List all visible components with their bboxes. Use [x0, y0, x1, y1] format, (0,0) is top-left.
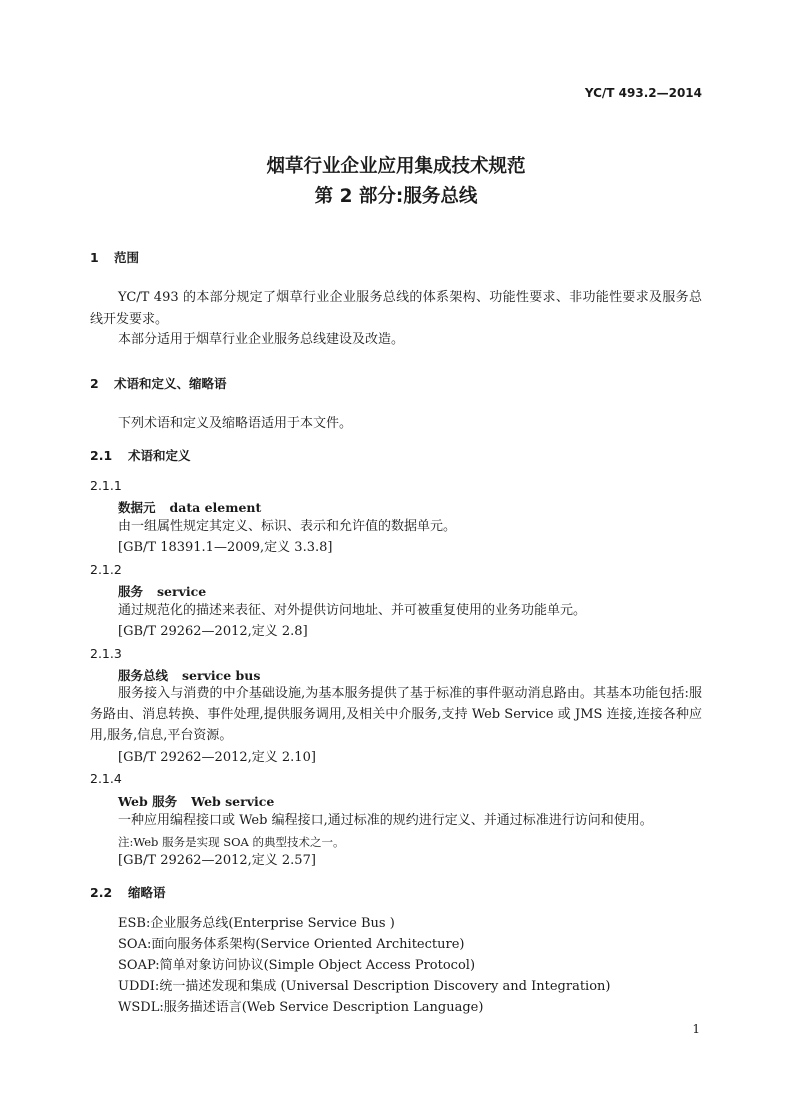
term-zh: Web 服务	[118, 794, 178, 809]
section-1-heading	[90, 248, 139, 266]
term-definition: 通过规范化的描述来表征、对外提供访问地址、并可被重复使用的业务功能单元。	[118, 603, 587, 618]
section-number: 1	[90, 250, 99, 265]
term-reference: [GB/T 29262—2012,定义 2.57]	[118, 853, 316, 868]
term-en: service	[157, 584, 207, 599]
section-number: 2.2	[90, 885, 113, 900]
standard-code: YC/T 493.2—2014	[584, 86, 702, 100]
section-2-2-heading	[90, 883, 166, 901]
term-number: 2.1.3	[90, 646, 122, 661]
term-en: Web service	[191, 794, 275, 809]
section-2-intro: 下列术语和定义及缩略语适用于本文件。	[118, 416, 353, 431]
term-zh: 数据元	[118, 500, 156, 515]
section-title: 术语和定义	[128, 448, 191, 463]
document-subtitle: 第 2 部分:服务总线	[314, 186, 478, 207]
term-entry	[118, 582, 206, 600]
abbreviation-item: WSDL:服务描述语言(Web Service Description Language)	[118, 1000, 484, 1015]
term-entry	[118, 792, 274, 810]
term-definition: 服务接入与消费的中介基础设施,为基本服务提供了基于标准的事件驱动消息路由。其基本功能包括:服务路由、消息转换、事件处理,提供服务调用,及相关中介服务,支持 Web Service 或 JMS 连接,连接各种应用,服务,信息,平台资源。	[90, 686, 702, 743]
section-2-heading	[90, 374, 227, 392]
section-title: 术语和定义、缩略语	[114, 376, 227, 391]
abbreviation-item: SOAP:简单对象访问协议(Simple Object Access Protocol)	[118, 958, 476, 973]
section-number: 2	[90, 376, 99, 391]
term-number: 2.1.4	[90, 771, 122, 786]
document-title: 烟草行业企业应用集成技术规范	[266, 156, 526, 177]
abbreviation-item: SOA:面向服务体系架构(Service Oriented Architecture)	[118, 937, 465, 952]
term-en: service bus	[182, 668, 261, 683]
term-definition: 一种应用编程接口或 Web 编程接口,通过标准的规约进行定义、并通过标准进行访问和使用。	[118, 813, 653, 828]
abbreviation-item: UDDI:统一描述发现和集成 (Universal Description Discovery and Integration)	[118, 979, 611, 994]
page-number: 1	[692, 1022, 700, 1036]
section-2-1-heading	[90, 446, 191, 464]
term-entry	[118, 666, 260, 684]
section-title: 范围	[114, 250, 140, 265]
scope-applicability: 本部分适用于烟草行业企业服务总线建设及改造。	[118, 332, 405, 347]
section-title: 缩略语	[128, 885, 166, 900]
term-number: 2.1.1	[90, 478, 122, 493]
term-zh: 服务总线	[118, 668, 169, 683]
term-definition: 由一组属性规定其定义、标识、表示和允许值的数据单元。	[118, 519, 457, 534]
term-reference: [GB/T 18391.1—2009,定义 3.3.8]	[118, 540, 333, 555]
term-zh: 服务	[118, 584, 144, 599]
term-entry	[118, 498, 261, 516]
abbreviation-item: ESB:企业服务总线(Enterprise Service Bus )	[118, 916, 395, 931]
term-reference: [GB/T 29262—2012,定义 2.10]	[118, 750, 316, 765]
scope-paragraph: YC/T 493 的本部分规定了烟草行业企业服务总线的体系架构、功能性要求、非功能性要求及服务总线开发要求。	[90, 290, 702, 327]
term-number: 2.1.2	[90, 562, 122, 577]
term-note: 注:Web 服务是实现 SOA 的典型技术之一。	[118, 835, 345, 849]
term-en: data element	[169, 500, 262, 515]
section-number: 2.1	[90, 448, 113, 463]
term-reference: [GB/T 29262—2012,定义 2.8]	[118, 624, 308, 639]
